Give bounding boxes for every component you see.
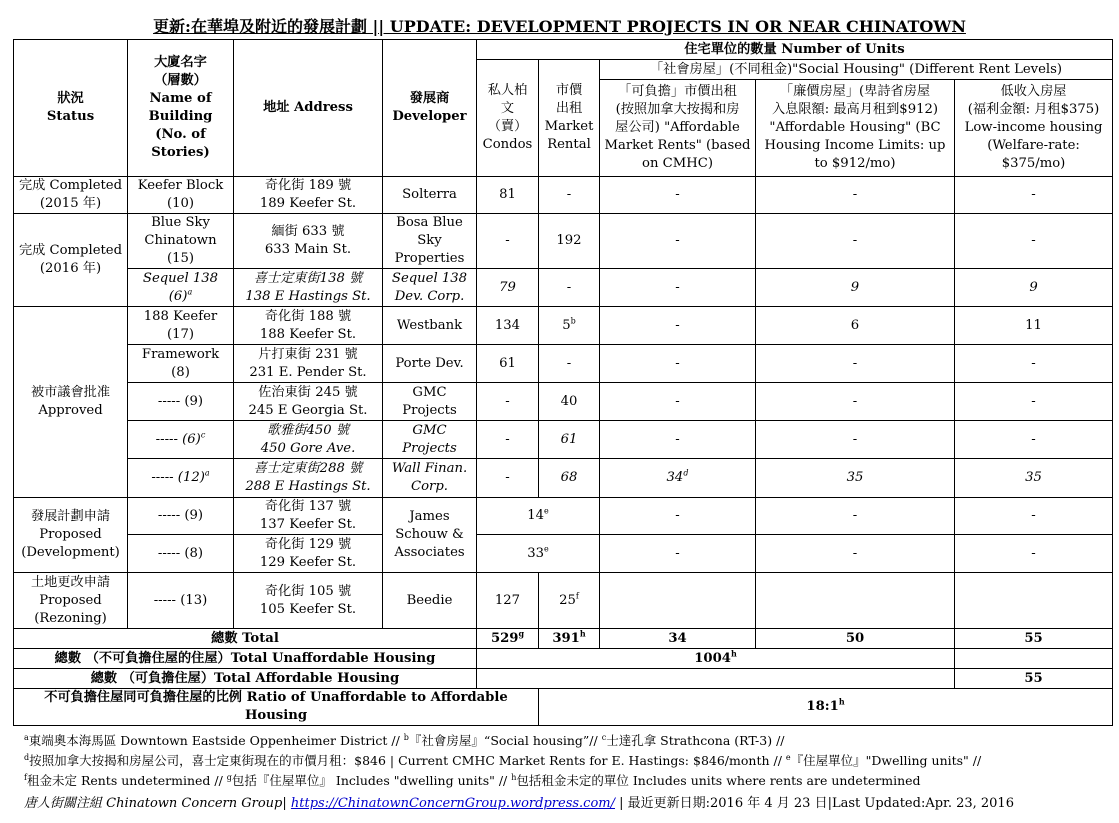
market-value: 68 xyxy=(539,459,600,498)
totals-row xyxy=(14,629,1113,649)
footnote-line: $^f$租金未定 Rents undetermined // $^g$包括『住屋單位』 Includes "dwelling units" // $^h$包括租金未定的單位 Includes units where rents are undetermined xyxy=(24,772,921,788)
developer: Wall Finan. Corp. xyxy=(383,459,477,498)
affordable-housing-value xyxy=(756,573,955,629)
header-status: 狀況 Status xyxy=(14,40,128,177)
condos-value: - xyxy=(477,459,539,498)
affordable-row xyxy=(14,669,1113,689)
table-row xyxy=(14,573,1113,629)
affordable-market-value: - xyxy=(600,307,756,345)
affordable-housing-value: - xyxy=(756,383,955,421)
footer-updated: | 最近更新日期:2016 年 4 月 23 日|Last Updated:Apr. 23, 2016 xyxy=(614,796,1014,811)
condos-value: 81 xyxy=(477,177,539,214)
header-building: 大廈名字 （層數） Name of Building (No. of Stories) xyxy=(128,40,234,177)
address: 奇化街 105 號 105 Keefer St. xyxy=(234,573,383,629)
header-affordable-housing: 「廉價房屋」(卑詩省房屋 入息限額: 最高月租到$912) "Affordable Housing" (BC Housing Income Limits: up to $912/mo) xyxy=(756,80,955,177)
low-income-value: 35 xyxy=(955,459,1113,498)
header-social: 「社會房屋」(不同租金)"Social Housing" (Different Rent Levels) xyxy=(600,60,1113,80)
building-name: 188 Keefer (17) xyxy=(128,307,234,345)
table-row xyxy=(14,269,1113,307)
low-income-value: - xyxy=(955,345,1113,383)
low-income-value: 9 xyxy=(955,269,1113,307)
affordable-housing-value: 35 xyxy=(756,459,955,498)
building-name: ----- $(6)^c$ xyxy=(128,421,234,459)
address: 緬街 633 號 633 Main St. xyxy=(234,214,383,269)
condos-value: - xyxy=(477,421,539,459)
table-row xyxy=(14,177,1113,214)
unaffordable-label: 總數 （不可負擔住屋的住屋）Total Unaffordable Housing xyxy=(14,649,477,669)
developer: Solterra xyxy=(383,177,477,214)
address: 奇化街 137 號 137 Keefer St. xyxy=(234,498,383,535)
affordable-label: 總數 （可負擔住屋）Total Affordable Housing xyxy=(14,669,477,689)
condos-value: 134 xyxy=(477,307,539,345)
low-income-value xyxy=(955,573,1113,629)
affordable-market-value: 34$^d$ xyxy=(600,459,756,498)
header-condos: 私人柏 文 （賣） Condos xyxy=(477,60,539,177)
market-value: 192 xyxy=(539,214,600,269)
unaffordable-row xyxy=(14,649,1113,669)
address: 奇化街 189 號 189 Keefer St. xyxy=(234,177,383,214)
market-value: - xyxy=(539,269,600,307)
affordable-value: 55 xyxy=(955,669,1113,689)
developer: Porte Dev. xyxy=(383,345,477,383)
total-affordable-housing: 50 xyxy=(756,629,955,649)
market-value: 25$^f$ xyxy=(539,573,600,629)
developer: Beedie xyxy=(383,573,477,629)
market-value: - xyxy=(539,177,600,214)
affordable-housing-value: 6 xyxy=(756,307,955,345)
footer xyxy=(24,795,1014,813)
page-title: 更新:在華埠及附近的發展計劃 || UPDATE: DEVELOPMENT PROJECTS IN OR NEAR CHINATOWN xyxy=(153,17,966,36)
table-row xyxy=(14,214,1113,269)
address: 佐治東街 245 號 245 E Georgia St. xyxy=(234,383,383,421)
status-proposed_rez: 土地更改申請 Proposed (Rezoning) xyxy=(14,573,128,629)
table-row xyxy=(14,345,1113,383)
building-name: ----- (13) xyxy=(128,573,234,629)
affordable-market-value: - xyxy=(600,269,756,307)
condos-value: 61 xyxy=(477,345,539,383)
low-income-value: - xyxy=(955,421,1113,459)
footnote-line: $^a$東端奧本海馬區 Downtown Eastside Oppenheimer District // $^b$『社會房屋』“Social housing”// $^c$士達孔拿 Strathcona (RT-3) // xyxy=(24,732,785,748)
market-value: - xyxy=(539,345,600,383)
affordable-housing-value: - xyxy=(756,535,955,573)
header-market: 市價 出租 Market Rental xyxy=(539,60,600,177)
header-address: 地址 Address xyxy=(234,40,383,177)
developer: GMC Projects xyxy=(383,383,477,421)
table-row xyxy=(14,383,1113,421)
address: 奇化街 129 號 129 Keefer St. xyxy=(234,535,383,573)
table-row xyxy=(14,459,1113,498)
affordable-market-value: - xyxy=(600,383,756,421)
development-projects-table xyxy=(13,39,1113,726)
ratio-value: 18:1$^h$ xyxy=(539,689,1113,726)
building-name: Blue Sky Chinatown (15) xyxy=(128,214,234,269)
affordable-market-value: - xyxy=(600,177,756,214)
address: 片打東街 231 號 231 E. Pender St. xyxy=(234,345,383,383)
footnotes xyxy=(24,731,981,791)
condos-value: 79 xyxy=(477,269,539,307)
status-proposed_dev: 發展計劃申請 Proposed (Development) xyxy=(14,498,128,573)
condos-value: 127 xyxy=(477,573,539,629)
footer-link[interactable]: https://ChinatownConcernGroup.wordpress.com/ xyxy=(290,796,615,811)
header-developer: 發展商 Developer xyxy=(383,40,477,177)
condos-market-combined: 14e xyxy=(477,498,600,535)
building-name: ----- $(12)^a$ xyxy=(128,459,234,498)
building-name: ----- (9) xyxy=(128,498,234,535)
building-name: ----- (9) xyxy=(128,383,234,421)
affordable-market-value: - xyxy=(600,345,756,383)
affordable-market-value xyxy=(600,573,756,629)
low-income-value: - xyxy=(955,383,1113,421)
market-value: 40 xyxy=(539,383,600,421)
building-name: Framework (8) xyxy=(128,345,234,383)
developer: James Schouw & Associates xyxy=(383,498,477,573)
ratio-label: 不可負擔住屋同可負擔住屋的比例 Ratio of Unaffordable to Affordable Housing xyxy=(14,689,539,726)
affordable-housing-value: - xyxy=(756,177,955,214)
low-income-value: - xyxy=(955,535,1113,573)
ratio-row xyxy=(14,689,1113,726)
affordable-market-value: - xyxy=(600,498,756,535)
affordable-housing-value: - xyxy=(756,214,955,269)
header-low-income: 低收入房屋 (福利金額: 月租$375) Low-income housing (Welfare-rate: $375/mo) xyxy=(955,80,1113,177)
total-low-income: 55 xyxy=(955,629,1113,649)
low-income-value: - xyxy=(955,177,1113,214)
market-value: 5$^b$ xyxy=(539,307,600,345)
address: 奇化街 188 號 188 Keefer St. xyxy=(234,307,383,345)
header-affordable-market: 「可負擔」市價出租 (按照加拿大按揭和房 屋公司) "Affordable Market Rents" (based on CMHC) xyxy=(600,80,756,177)
table-row xyxy=(14,535,1113,573)
total-condos: 529$^g$ xyxy=(477,629,539,649)
unaffordable-value: 1004$^h$ xyxy=(477,649,955,669)
status-completed_2016: 完成 Completed (2016 年) xyxy=(14,214,128,307)
footer-group: 唐人街關注組 Chinatown Concern Group| xyxy=(24,796,287,811)
address: 喜士定東街288 號 288 E Hastings St. xyxy=(234,459,383,498)
address: 喜士定東街138 號 138 E Hastings St. xyxy=(234,269,383,307)
header-units: 住宅單位的數量 Number of Units xyxy=(477,40,1113,60)
developer: Sequel 138 Dev. Corp. xyxy=(383,269,477,307)
affordable-housing-value: - xyxy=(756,421,955,459)
footnote-line: $^d$按照加拿大按揭和房屋公司，喜士定東街現在的市價月租：$846 | Current CMHC Market Rents for E. Hastings: $846/month // $^e$『住屋單位』"Dwelling units" // xyxy=(24,752,982,768)
developer: Westbank xyxy=(383,307,477,345)
totals-label: 總數 Total xyxy=(14,629,477,649)
table-row xyxy=(14,421,1113,459)
table-row xyxy=(14,498,1113,535)
total-affordable-market: 34 xyxy=(600,629,756,649)
status-approved: 被市議會批准 Approved xyxy=(14,307,128,498)
affordable-housing-value: - xyxy=(756,498,955,535)
low-income-value: 11 xyxy=(955,307,1113,345)
table-row xyxy=(14,307,1113,345)
affordable-market-value: - xyxy=(600,214,756,269)
developer: GMC Projects xyxy=(383,421,477,459)
status-completed_2015: 完成 Completed (2015 年) xyxy=(14,177,128,214)
affordable-housing-value: 9 xyxy=(756,269,955,307)
low-income-value: - xyxy=(955,214,1113,269)
condos-market-combined: 33e xyxy=(477,535,600,573)
address: 歌雅街450 號 450 Gore Ave. xyxy=(234,421,383,459)
building-name: ----- (8) xyxy=(128,535,234,573)
total-market: 391$^h$ xyxy=(539,629,600,649)
affordable-market-value: - xyxy=(600,421,756,459)
market-value: 61 xyxy=(539,421,600,459)
affordable-housing-value: - xyxy=(756,345,955,383)
low-income-value: - xyxy=(955,498,1113,535)
developer: Bosa Blue Sky Properties xyxy=(383,214,477,269)
affordable-market-value: - xyxy=(600,535,756,573)
building-name: Sequel 138 $(6)^a$ xyxy=(128,269,234,307)
condos-value: - xyxy=(477,214,539,269)
building-name: Keefer Block (10) xyxy=(128,177,234,214)
condos-value: - xyxy=(477,383,539,421)
